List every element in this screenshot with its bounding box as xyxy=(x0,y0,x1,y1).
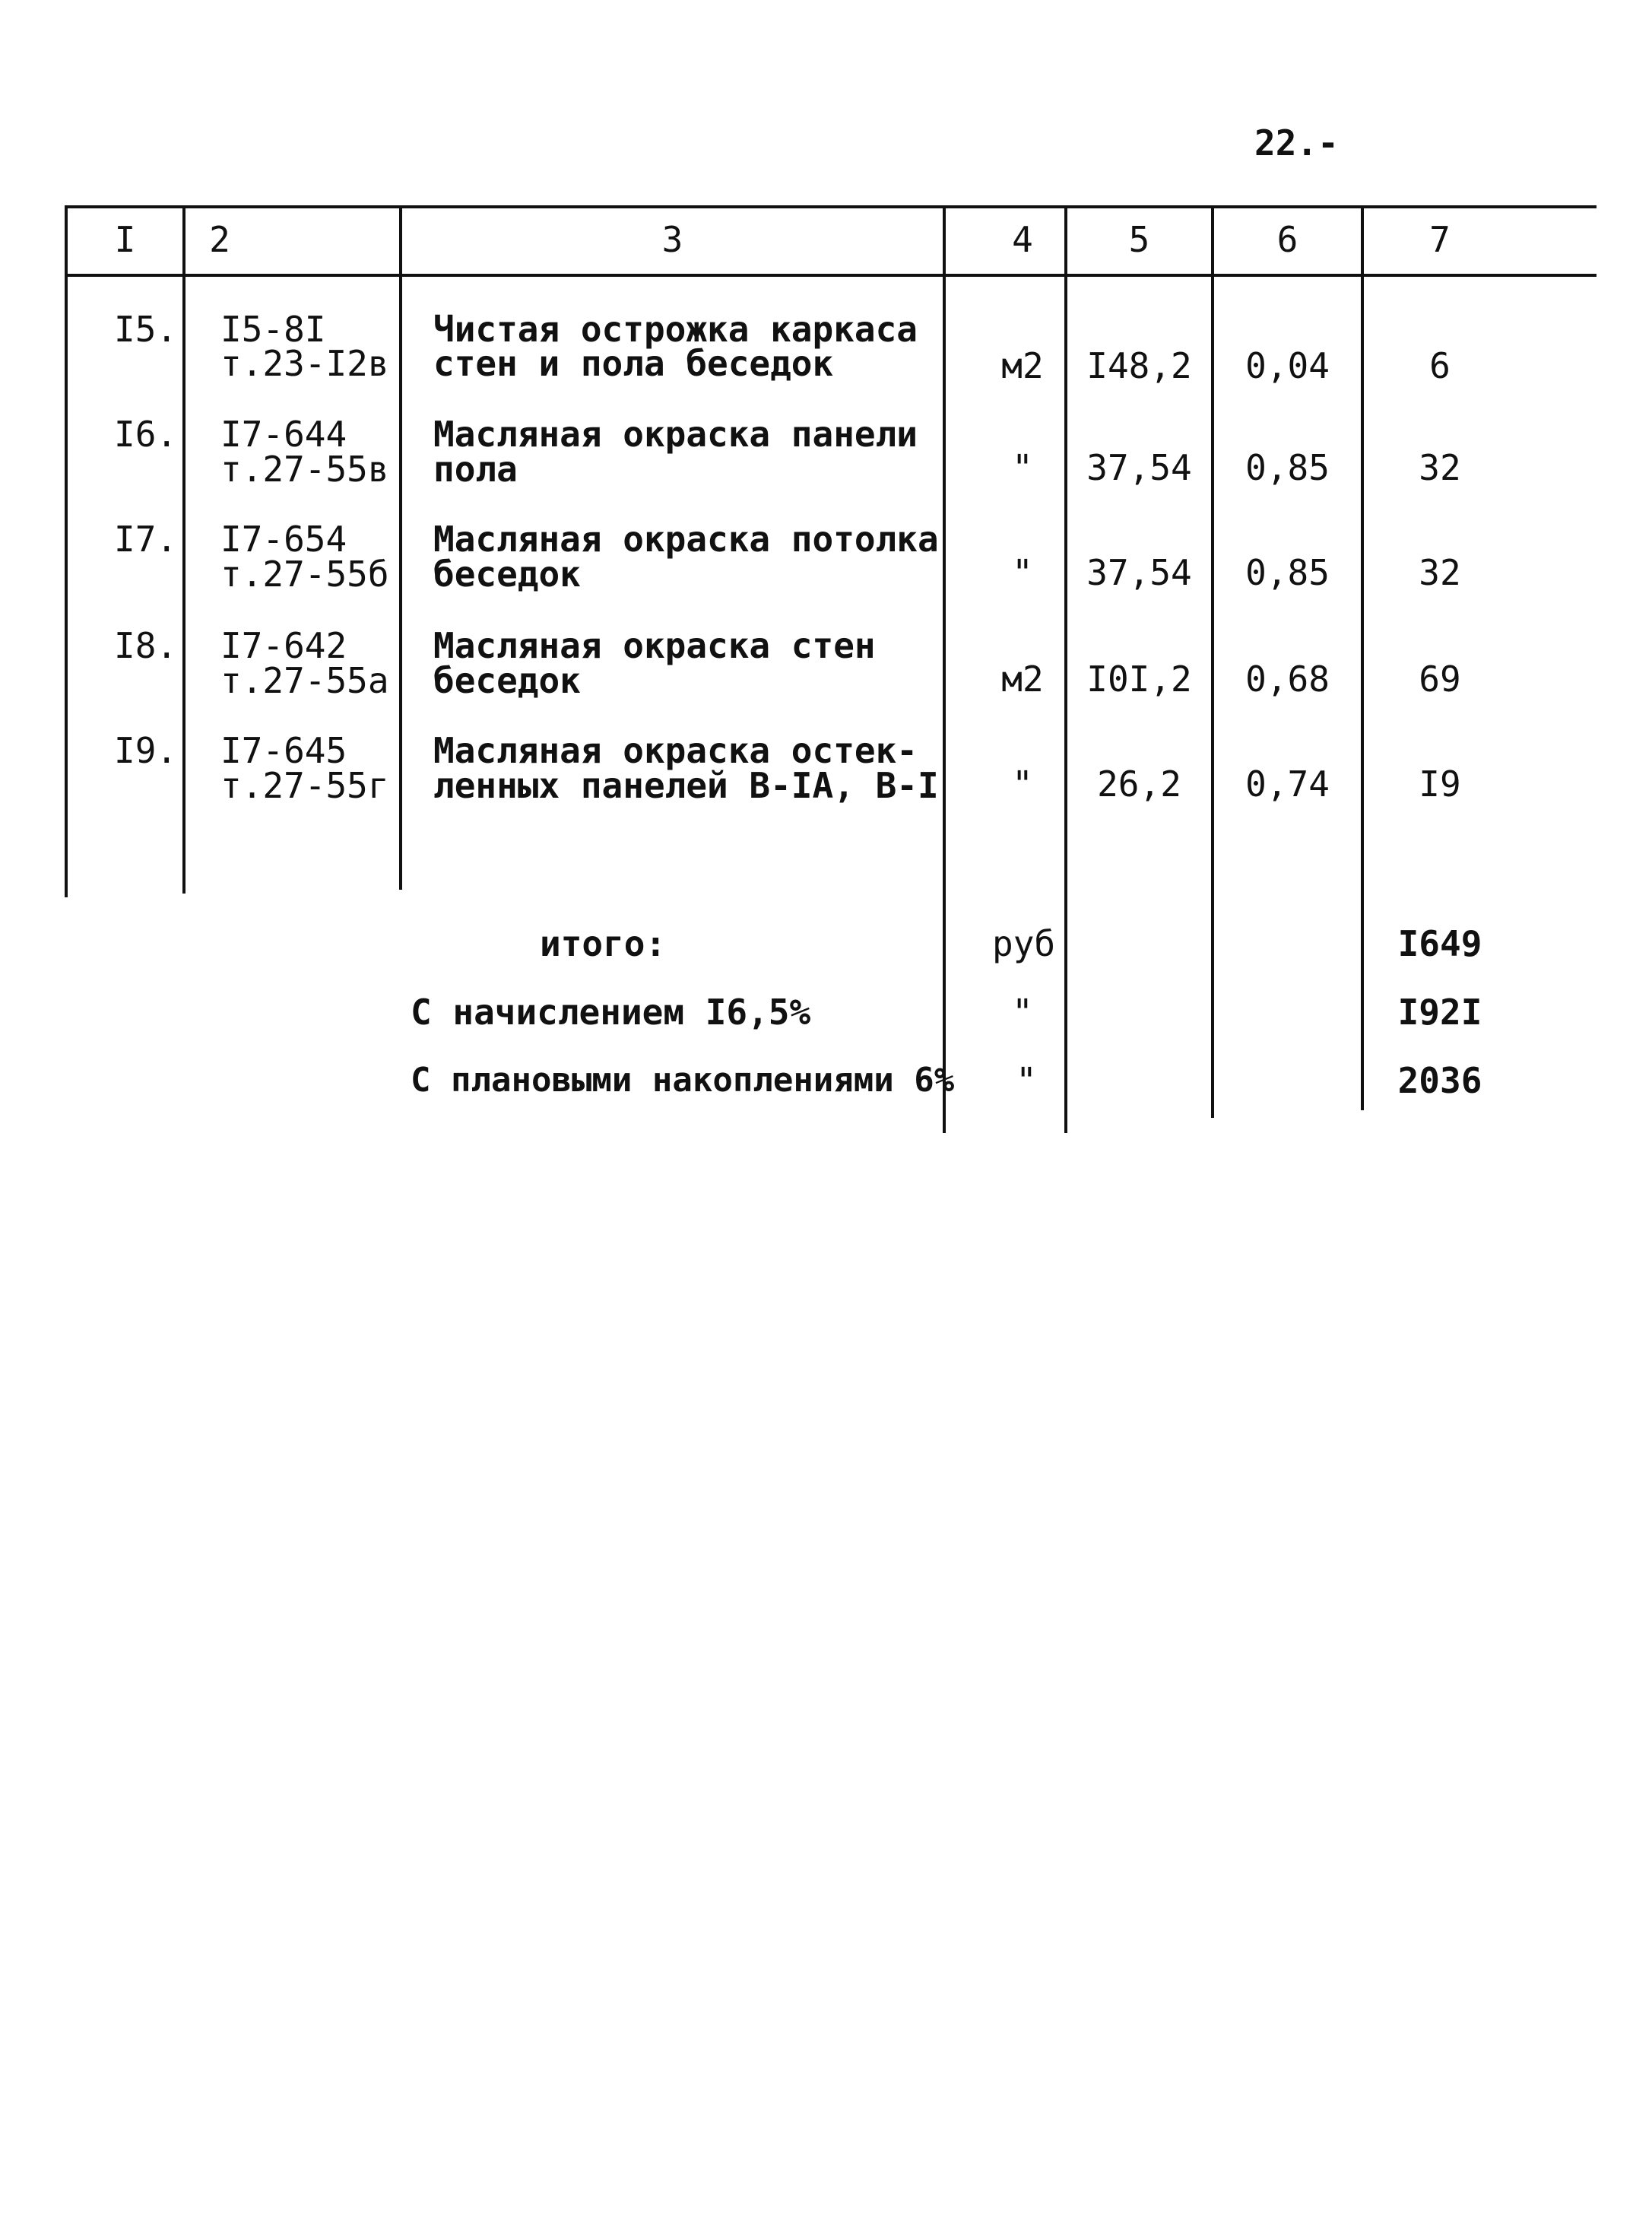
row-sum: 6 xyxy=(1429,345,1451,386)
row-desc-line-1: Масляная окраска потолка xyxy=(433,519,939,560)
row-code-line-2: т.27-55а xyxy=(220,660,389,701)
header-col-6: 6 xyxy=(1276,219,1298,260)
row-unit: м2 xyxy=(1001,659,1044,700)
col-divider-left xyxy=(65,205,68,897)
row-code-line-1: I5-8I xyxy=(220,309,326,350)
row-desc-line-2: пола xyxy=(433,449,518,490)
row-price: 0,68 xyxy=(1245,659,1330,700)
surcharge-label: С начислением I6,5% xyxy=(411,992,811,1033)
row-desc-line-2: ленных панелей В-IA, В-I xyxy=(433,765,939,806)
header-col-3: 3 xyxy=(661,219,683,260)
row-code-line-2: т.27-55в xyxy=(220,449,389,490)
header-col-2: 2 xyxy=(209,219,230,260)
row-code-line-2: т.23-I2в xyxy=(220,343,389,384)
row-sum: 32 xyxy=(1419,552,1461,593)
row-qty: 37,54 xyxy=(1086,552,1192,593)
row-number: I6. xyxy=(114,414,178,455)
col-divider-3-4 xyxy=(943,205,946,1133)
header-col-5: 5 xyxy=(1128,219,1150,260)
row-qty: I48,2 xyxy=(1086,345,1192,386)
row-price: 0,04 xyxy=(1245,345,1330,386)
row-number: I9. xyxy=(114,730,178,771)
col-divider-6-7 xyxy=(1361,205,1364,1110)
table-top-rule xyxy=(65,205,1597,208)
row-desc-line-1: Масляная окраска панели xyxy=(433,414,918,455)
row-unit: " xyxy=(1012,447,1033,488)
row-qty: 37,54 xyxy=(1086,447,1192,488)
row-price: 0,74 xyxy=(1245,763,1330,805)
row-qty: 26,2 xyxy=(1097,763,1181,805)
row-price: 0,85 xyxy=(1245,447,1330,488)
row-desc-line-1: Чистая острожка каркаса xyxy=(433,309,918,350)
total-sum: I649 xyxy=(1397,923,1482,964)
row-qty: I0I,2 xyxy=(1086,659,1192,700)
row-number: I5. xyxy=(114,309,178,350)
planned-savings-sum: 2036 xyxy=(1397,1060,1482,1101)
row-code-line-1: I7-654 xyxy=(220,519,347,560)
row-code-line-1: I7-642 xyxy=(220,625,347,666)
row-desc-line-2: стен и пола беседок xyxy=(433,343,834,384)
header-col-1: I xyxy=(114,219,136,260)
surcharge-sum: I92I xyxy=(1397,992,1482,1033)
row-number: I7. xyxy=(114,519,178,560)
row-code-line-1: I7-645 xyxy=(220,730,347,771)
planned-savings-unit: " xyxy=(1016,1060,1037,1101)
total-unit: руб xyxy=(992,923,1056,964)
header-col-7: 7 xyxy=(1429,219,1451,260)
total-label: итого: xyxy=(540,923,667,964)
row-unit: м2 xyxy=(1001,345,1044,386)
col-divider-1-2 xyxy=(182,205,185,894)
row-desc-line-2: беседок xyxy=(433,660,581,701)
row-unit: " xyxy=(1012,763,1033,805)
row-unit: " xyxy=(1012,552,1033,593)
header-bottom-rule xyxy=(65,274,1597,277)
col-divider-2-3 xyxy=(399,205,402,890)
row-sum: 32 xyxy=(1419,447,1461,488)
row-sum: I9 xyxy=(1419,763,1461,805)
row-price: 0,85 xyxy=(1245,552,1330,593)
row-desc-line-1: Масляная окраска стен xyxy=(433,625,876,666)
row-sum: 69 xyxy=(1419,659,1461,700)
row-desc-line-2: беседок xyxy=(433,554,581,595)
row-code-line-2: т.27-55б xyxy=(220,554,389,595)
row-desc-line-1: Масляная окраска остек- xyxy=(433,730,918,771)
page-number: 22.- xyxy=(1254,122,1339,163)
planned-savings-label: С плановыми накоплениями 6% xyxy=(411,1061,955,1100)
surcharge-unit: " xyxy=(1012,992,1033,1033)
header-col-4: 4 xyxy=(1012,219,1033,260)
row-code-line-1: I7-644 xyxy=(220,414,347,455)
row-code-line-2: т.27-55г xyxy=(220,765,389,806)
row-number: I8. xyxy=(114,625,178,666)
